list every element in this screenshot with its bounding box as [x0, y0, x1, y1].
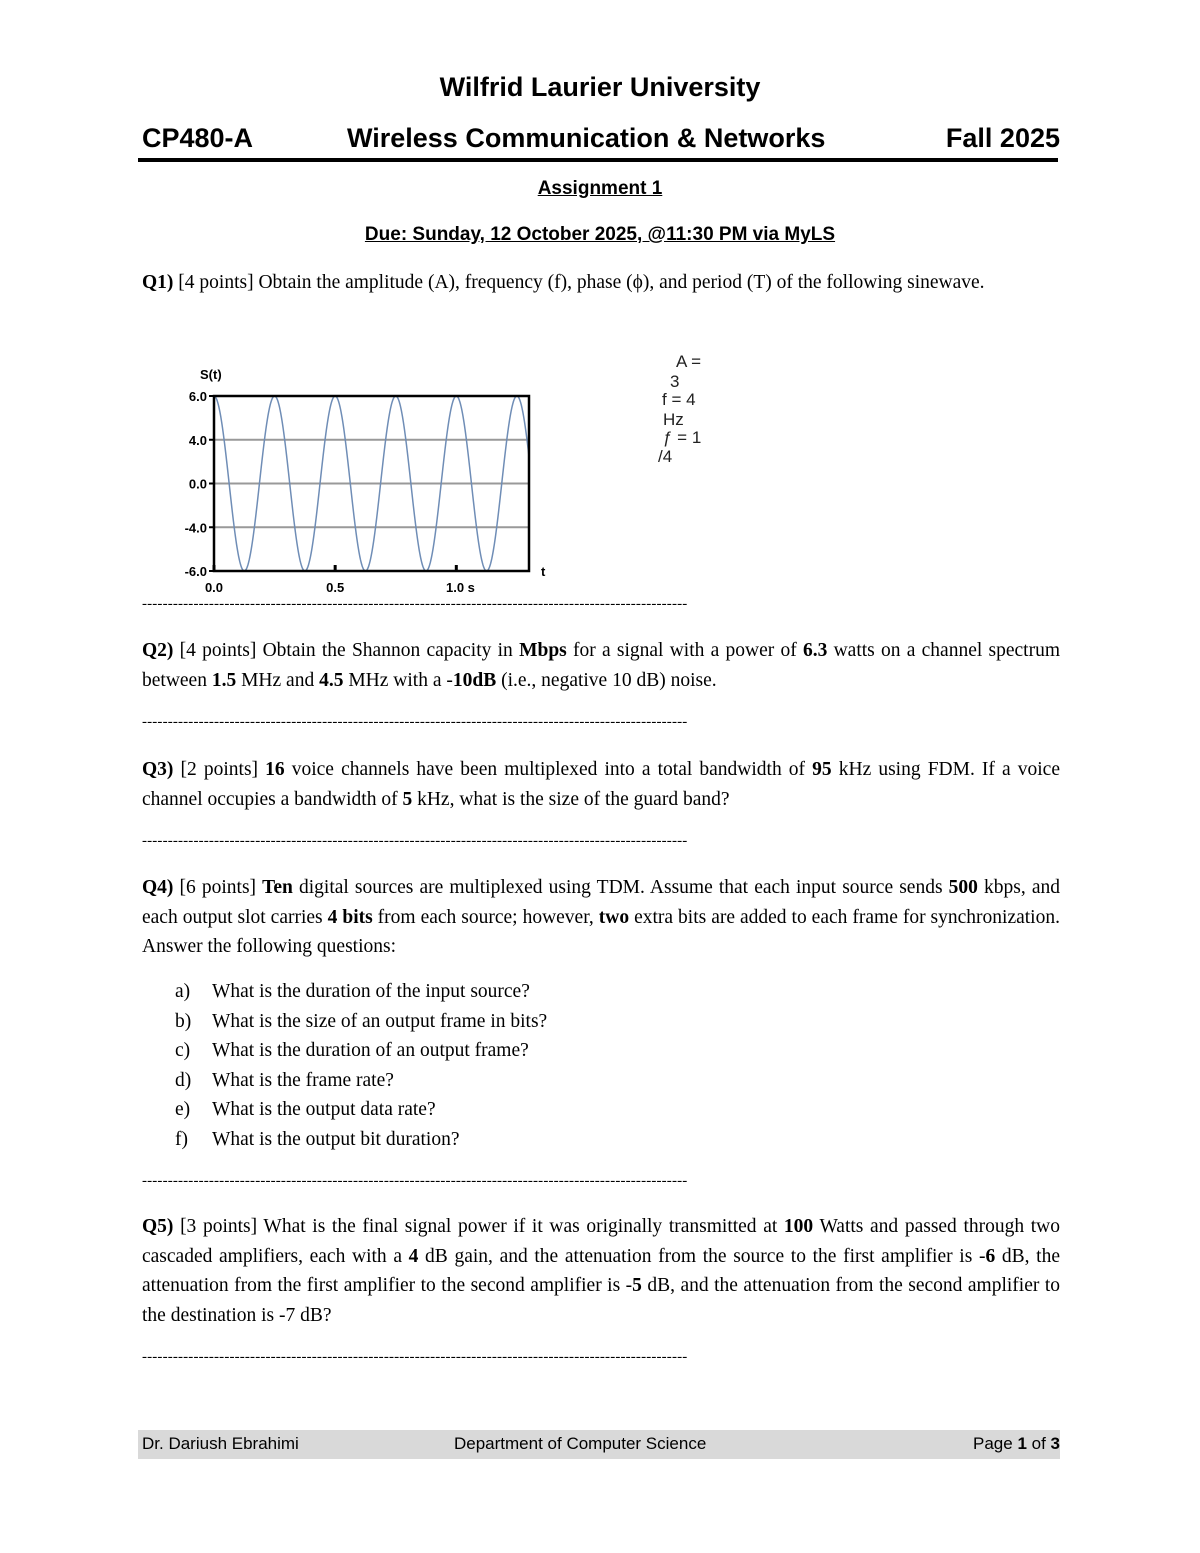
question-5: [142, 1212, 1060, 1330]
chart-y-tick-label: -6.0: [184, 564, 207, 579]
q2-bold-2: 6.3: [802, 640, 828, 661]
q2-bold-3: 1.5: [211, 669, 237, 691]
q3-text-1: [2 points]: [173, 759, 266, 780]
q3-bold-3: 5: [402, 788, 413, 810]
chart-x-tick-label: 0.5: [326, 580, 345, 595]
note-f-unit: Hz: [663, 410, 684, 429]
divider: ----------------------------------------------------------------------------------------------------------: [142, 596, 688, 612]
footer-page-total: 3: [1050, 1434, 1060, 1453]
question-4: [142, 873, 1060, 962]
q3-text-2: voice channels have been multiplexed into a total bandwidth of: [284, 759, 813, 780]
divider: ----------------------------------------------------------------------------------------------------------: [142, 714, 688, 730]
list-item-letter: c): [175, 1040, 191, 1061]
divider: ----------------------------------------------------------------------------------------------------------: [142, 833, 688, 849]
list-item-letter: e): [175, 1099, 191, 1120]
list-item-text: What is the output bit duration?: [212, 1128, 460, 1150]
chart-y-tick-label: 0.0: [188, 476, 207, 492]
footer-department: Department of Computer Science: [454, 1434, 707, 1453]
q5-text-4: dB, the attenuation from the first amplifier to the second amplifier is -: [142, 1245, 1060, 1296]
q2-bold-1: Mbps: [519, 640, 567, 661]
note-phi-label: ƒ = 1: [663, 428, 702, 447]
q2-text-2: for a signal with a power of: [566, 640, 803, 661]
list-item-letter: f): [175, 1128, 188, 1150]
footer-page-number: [973, 1434, 1060, 1454]
assignment-title: Assignment 1: [537, 178, 663, 199]
chart-xlabel: t: [541, 564, 546, 579]
question-3: [142, 755, 1060, 814]
sinewave-chart: [150, 350, 570, 605]
q2-bold-4: 4.5: [319, 669, 344, 691]
question-2: [142, 636, 1060, 695]
q3-bold-1: 16: [265, 759, 285, 780]
note-phi-value: /4: [658, 447, 673, 466]
page-footer: [138, 1430, 1060, 1459]
q4-bold-1: Ten: [262, 877, 293, 898]
q4-text-1: [6 points]: [173, 877, 263, 898]
footer-page-current: 1: [1017, 1434, 1027, 1453]
q4-text-3: kbps, and each output slot carries: [142, 877, 1060, 928]
question-1: [142, 268, 1060, 298]
chart-x-unit-label: 1.0 s: [446, 580, 475, 595]
course-code: CP480-A: [142, 123, 254, 153]
course-header: [142, 123, 1060, 157]
list-item-letter: b): [175, 1010, 192, 1032]
list-item-text: What is the size of an output frame in bits?: [212, 1010, 548, 1032]
q4-bold-2: 500: [948, 877, 978, 898]
chart-ylabel: S(t): [200, 367, 222, 382]
q5-label: Q5): [142, 1216, 174, 1237]
q5-bold-2: 4: [408, 1245, 419, 1267]
q2-text-3: watts on a channel spectrum between: [142, 640, 1060, 691]
chart-y-tick-label: -4.0: [184, 520, 207, 536]
chart-y-ticks: [185, 389, 214, 579]
q3-text-3: kHz using FDM. If a voice channel occupies a bandwidth of: [142, 759, 1060, 810]
q5-bold-3: 6: [985, 1245, 996, 1267]
q4-text-5: extra bits are added to each frame for synchronization. Answer the following questions:: [142, 906, 1060, 957]
q5-text-5: dB, and the attenuation from the second amplifier to the destination is -7 dB?: [142, 1275, 1060, 1326]
list-item-text: What is the duration of an output frame?: [212, 1040, 529, 1061]
q2-text-1: [4 points] Obtain the Shannon capacity in: [173, 640, 520, 661]
q5-text-3: dB gain, and the attenuation from the source to the first amplifier is -: [418, 1245, 986, 1267]
list-item-letter: d): [175, 1069, 192, 1091]
q5-text-2: Watts and passed through two cascaded amplifiers, each with a: [142, 1216, 1061, 1267]
course-name: Wireless Communication & Networks: [347, 123, 826, 153]
q4-text-2: digital sources are multiplexed using TDM. Assume that each input source sends: [292, 877, 949, 898]
q2-text-4: MHz and: [236, 669, 320, 691]
q2-text-5: MHz with a -: [343, 669, 453, 691]
q5-bold-1: 100: [783, 1216, 814, 1237]
footer-page-of: of: [1026, 1434, 1051, 1453]
q5-bold-4: 5: [632, 1275, 642, 1296]
chart-x-tick-label: 0.0: [204, 580, 224, 595]
due-date: Due: Sunday, 12 October 2025, @11:30 PM via MyLS: [364, 224, 836, 245]
q4-bold-3: 4 bits: [327, 906, 373, 928]
q2-label: Q2): [142, 640, 174, 661]
header-rule: [138, 158, 1058, 162]
q4-text-4: from each source; however,: [372, 906, 599, 928]
q4-bold-4: two: [598, 906, 630, 928]
university-title: Wilfrid Laurier University: [439, 72, 761, 102]
footer-author: Dr. Dariush Ebrahimi: [142, 1434, 299, 1453]
course-term: Fall 2025: [945, 123, 1060, 153]
q1-label: Q1): [142, 272, 174, 293]
list-item-text: What is the frame rate?: [212, 1069, 394, 1091]
q4-label: Q4): [142, 877, 174, 898]
q3-label: Q3): [142, 759, 174, 780]
note-f-label: f = 4: [662, 390, 696, 409]
chart-grid: [214, 440, 529, 528]
q1-text: [4 points] Obtain the amplitude (A), frequency (f), phase (ϕ), and period (T) of the following sinewave.: [173, 272, 985, 293]
list-item-text: What is the output data rate?: [212, 1099, 436, 1120]
chart-y-tick-label: 4.0: [188, 432, 207, 448]
q5-text-1: [3 points] What is the final signal power if it was originally transmitted at: [173, 1216, 784, 1237]
q2-bold-5: 10dB: [452, 669, 497, 691]
q3-bold-2: 95: [812, 759, 832, 780]
list-item-text: What is the duration of the input source?: [212, 981, 530, 1002]
chart-y-tick-label: 6.0: [188, 389, 207, 404]
note-a-label: A =: [676, 352, 702, 371]
divider: ----------------------------------------------------------------------------------------------------------: [142, 1173, 688, 1189]
list-item-letter: a): [175, 981, 191, 1002]
divider: ----------------------------------------------------------------------------------------------------------: [142, 1349, 688, 1365]
footer-page-prefix: Page: [973, 1434, 1018, 1453]
q3-text-4: kHz, what is the size of the guard band?: [412, 788, 730, 810]
note-a-value: 3: [670, 372, 680, 391]
q2-text-6: (i.e., negative 10 dB) noise.: [496, 669, 717, 691]
